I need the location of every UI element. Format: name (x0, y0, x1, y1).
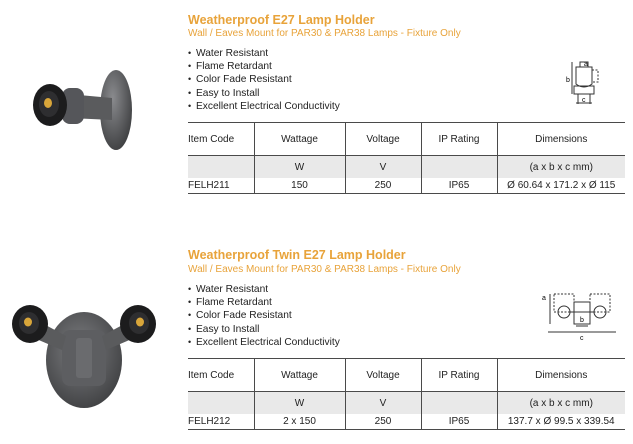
column-header: Wattage (254, 359, 345, 392)
item-code-cell: FELH212 (188, 414, 254, 430)
product-title: Weatherproof E27 Lamp Holder (188, 13, 375, 27)
wattage-cell: 150 (254, 178, 345, 194)
column-header: Voltage (345, 359, 421, 392)
feature-item: • Excellent Electrical Conductivity (188, 100, 340, 113)
voltage-cell: 250 (345, 178, 421, 194)
dimension-diagram (556, 58, 608, 108)
unit-cell (421, 156, 497, 179)
feature-list (188, 47, 340, 113)
unit-cell: W (254, 156, 345, 179)
diagram-label-b: b (580, 317, 584, 324)
spec-table (188, 122, 625, 194)
table-units-row (188, 156, 625, 179)
feature-item: • Easy to Install (188, 323, 340, 336)
dimensions-cell: 137.7 x Ø 99.5 x 339.54 (497, 414, 625, 430)
table-header-row (188, 359, 625, 392)
table-units-row (188, 392, 625, 415)
single-lamp-holder-photo (28, 60, 138, 156)
product-title: Weatherproof Twin E27 Lamp Holder (188, 248, 406, 262)
feature-item: • Easy to Install (188, 87, 340, 100)
unit-cell (188, 392, 254, 415)
dimension-diagram (540, 288, 620, 344)
table-row (188, 178, 625, 194)
ip-rating-cell: IP65 (421, 178, 497, 194)
unit-cell: V (345, 156, 421, 179)
voltage-cell: 250 (345, 414, 421, 430)
unit-cell: (a x b x c mm) (497, 156, 625, 179)
product-twin-lamp-holder (0, 236, 633, 444)
diagram-label-b: b (566, 77, 570, 84)
diagram-label-a: a (584, 61, 588, 68)
column-header: Item Code (188, 359, 254, 392)
column-header: IP Rating (421, 123, 497, 156)
unit-cell (421, 392, 497, 415)
column-header: Dimensions (497, 123, 625, 156)
diagram-label-c: c (580, 335, 584, 342)
column-header: Item Code (188, 123, 254, 156)
feature-item: • Color Fade Resistant (188, 73, 340, 86)
unit-cell (188, 156, 254, 179)
table-row (188, 414, 625, 430)
column-header: IP Rating (421, 359, 497, 392)
unit-cell: (a x b x c mm) (497, 392, 625, 415)
table-header-row (188, 123, 625, 156)
twin-lamp-holder-photo (4, 280, 164, 420)
product-subtitle: Wall / Eaves Mount for PAR30 & PAR38 Lamps - Fixture Only (188, 28, 461, 39)
product-single-lamp-holder (0, 0, 633, 200)
feature-item: • Color Fade Resistant (188, 309, 340, 322)
feature-item: • Water Resistant (188, 47, 340, 60)
feature-list (188, 283, 340, 349)
feature-item: • Water Resistant (188, 283, 340, 296)
diagram-label-c: c (582, 97, 586, 104)
spec-table (188, 358, 625, 430)
unit-cell: W (254, 392, 345, 415)
column-header: Voltage (345, 123, 421, 156)
column-header: Wattage (254, 123, 345, 156)
ip-rating-cell: IP65 (421, 414, 497, 430)
dimensions-cell: Ø 60.64 x 171.2 x Ø 115 (497, 178, 625, 194)
item-code-cell: FELH211 (188, 178, 254, 194)
feature-item: • Excellent Electrical Conductivity (188, 336, 340, 349)
diagram-label-a: a (542, 295, 546, 302)
wattage-cell: 2 x 150 (254, 414, 345, 430)
product-subtitle: Wall / Eaves Mount for PAR30 & PAR38 Lamps - Fixture Only (188, 264, 461, 275)
feature-item: • Flame Retardant (188, 60, 340, 73)
column-header: Dimensions (497, 359, 625, 392)
unit-cell: V (345, 392, 421, 415)
feature-item: • Flame Retardant (188, 296, 340, 309)
